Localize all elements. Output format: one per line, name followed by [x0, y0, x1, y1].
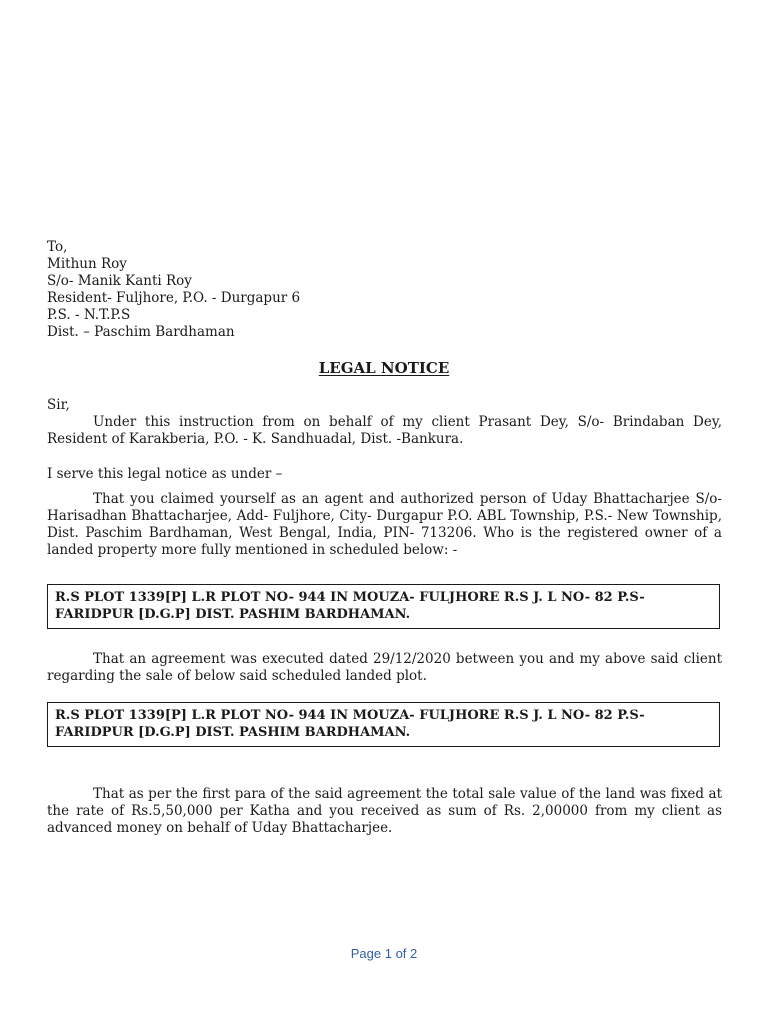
paragraph-sale-value: That as per the first para of the said agreement the total sale value of the land was fixed at the rate of Rs.5,50,000 per Katha and you received as sum of Rs. 2,00000 from my client as advanced money on behalf of Uday Bhattacharjee. — [47, 786, 722, 836]
salutation: Sir, — [47, 397, 70, 413]
paragraph-serve: I serve this legal notice as under – — [47, 466, 283, 482]
address-line: To, — [47, 239, 68, 255]
address-line: Dist. – Paschim Bardhaman — [47, 324, 235, 340]
address-line: S/o- Manik Kanti Roy — [47, 273, 192, 289]
page-number: Page 1 of 2 — [350, 946, 418, 961]
address-line: Mithun Roy — [47, 256, 127, 272]
address-line: Resident- Fuljhore, P.O. - Durgapur 6 — [47, 290, 301, 306]
schedule-box: R.S PLOT 1339[P] L.R PLOT NO- 944 IN MOUZA- FULJHORE R.S J. L NO- 82 P.S- FARIDPUR [D.G.P] DIST. PASHIM BARDHAMAN. — [47, 702, 720, 747]
address-line: P.S. - N.T.P.S — [47, 307, 131, 323]
paragraph-instruction: Under this instruction from on behalf of my client Prasant Dey, S/o- Brindaban Dey, Resident of Karakberia, P.O. - K. Sandhuadal, Dist. -Bankura. — [47, 414, 722, 447]
recipient-address — [47, 239, 300, 341]
paragraph-agreement: That an agreement was executed dated 29/12/2020 between you and my above said client regarding the sale of below said scheduled landed plot. — [47, 651, 722, 684]
notice-title: LEGAL NOTICE — [318, 359, 450, 377]
schedule-box: R.S PLOT 1339[P] L.R PLOT NO- 944 IN MOUZA- FULJHORE R.S J. L NO- 82 P.S- FARIDPUR [D.G.P] DIST. PASHIM BARDHAMAN. — [47, 584, 720, 629]
paragraph-claim: That you claimed yourself as an agent and authorized person of Uday Bhattacharjee S/o- Harisadhan Bhattacharjee, Add- Fuljhore, City- Durgapur P.O. ABL Township, P.S.- New Township, Dist. Paschim Bardhaman, West Bengal, India, PIN- 713206. Who is the registered owner of a landed property more fully mentioned in scheduled below: - — [47, 491, 722, 558]
